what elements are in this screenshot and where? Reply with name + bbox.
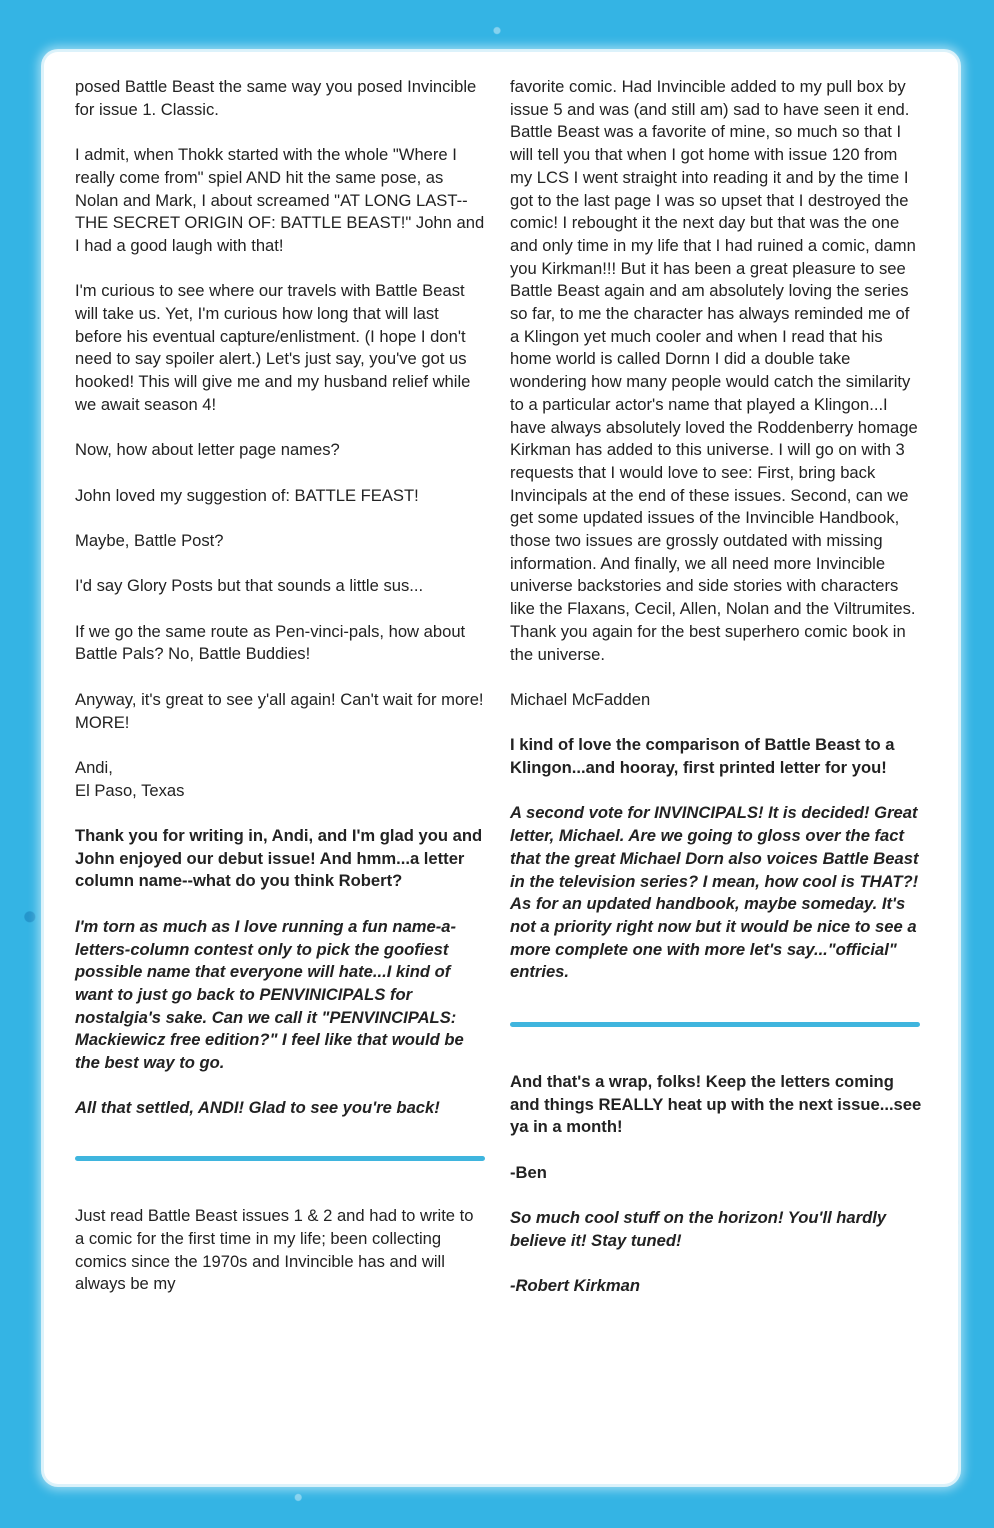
closing-ben: And that's a wrap, folks! Keep the letters coming and things REALLY heat up with the next issue...see ya in a month! [510, 1072, 922, 1137]
letter-paragraph: Now, how about letter page names? [75, 440, 340, 460]
letter-signature-name: Andi, [75, 757, 113, 777]
letter-paragraph: Anyway, it's great to see y'all again! Can't wait for more! MORE! [75, 689, 484, 732]
letter-paragraph: I admit, when Thokk started with the whole "Where I really come from" spiel AND hit the same pose, as Nolan and Mark, I about screamed "AT LONG LAST--THE SECRET ORIGIN OF: BATTLE BEAST!" John and I had a good laugh with that! [75, 145, 485, 255]
letter-paragraph: I'd say Glory Posts but that sounds a little sus... [75, 576, 424, 596]
section-divider [75, 1156, 485, 1161]
left-column [75, 76, 487, 1319]
section-divider [510, 1022, 920, 1027]
letter-paragraph: I'm curious to see where our travels with Battle Beast will take us. Yet, I'm curious how long that will last before his eventual capture/enlistment. (I hope I don't need to say spoiler alert.) Let's just say, you've got us hooked! This will give me and my husband relief while we await season 4! [75, 281, 471, 414]
editor-reply-robert: All that settled, ANDI! Glad to see you're back! [75, 1098, 440, 1118]
letter-signature-place: El Paso, Texas [75, 780, 185, 800]
editor-reply-ben: I kind of love the comparison of Battle Beast to a Klingon...and hooray, first printed letter for you! [510, 735, 895, 778]
editor-reply-ben: Thank you for writing in, Andi, and I'm glad you and John enjoyed our debut issue! And hmm...a letter column name--what do you think Robert? [75, 826, 483, 891]
letter-paragraph: Just read Battle Beast issues 1 & 2 and had to write to a comic for the first time in my life; been collecting comics since the 1970s and Invincible has and will always be my [75, 1206, 474, 1294]
right-column [510, 76, 922, 1321]
letter-paragraph: John loved my suggestion of: BATTLE FEAST! [75, 485, 419, 505]
letter-paragraph: If we go the same route as Pen-vinci-pals, how about Battle Pals? No, Battle Buddies! [75, 621, 466, 664]
editor-reply-robert: I'm torn as much as I love running a fun name-a-letters-column contest only to pick the goofiest possible name that everyone will hate...I kind of want to just go back to PENVINICIPALS for nostalgia's sake. Can we call it "PENVINCIPALS: Mackiewicz free edition?" I feel like that would be the best way to go. [75, 916, 464, 1073]
editor-reply-robert: A second vote for INVINCIPALS! It is decided! Great letter, Michael. Are we going to gloss over the fact that the great Michael Dorn also voices Battle Beast in the television series? I mean, how cool is THAT?! As for an updated handbook, maybe someday. It's not a priority right now but it would be nice to see a more complete one with more let's say..."official" entries. [510, 803, 919, 982]
closing-robert-signature: -Robert Kirkman [510, 1276, 641, 1296]
letter-paragraph: posed Battle Beast the same way you posed Invincible for issue 1. Classic. [75, 77, 477, 119]
closing-ben-signature: -Ben [510, 1162, 547, 1182]
letter-paragraph: Maybe, Battle Post? [75, 530, 224, 550]
closing-robert: So much cool stuff on the horizon! You'll hardly believe it! Stay tuned! [510, 1208, 887, 1250]
letter-signature-name: Michael McFadden [510, 689, 651, 709]
letter-paragraph: favorite comic. Had Invincible added to my pull box by issue 5 and was (and still am) sad to have seen it end. Battle Beast was a favorite of mine, so much so that I will tell you that when I got home with issue 120 from my LCS I went straight into reading it and by the time I got to the last page I was so upset that I destroyed the comic! I rebought it the next day but that was the one and only time in my life that I had ruined a comic, damn you Kirkman!!! But it has been a great pleasure to see Battle Beast again and am absolutely loving the series so far, to me the character has always reminded me of a Klingon yet much cooler and when I read that his home world is called Dornn I did a double take wondering how many people would catch the similarity to a particular actor's name that played a Klingon...I have always absolutely loved the Roddenberry homage Kirkman has added to this universe. I will go on with 3 requests that I would love to see: First, bring back Invincipals at the end of these issues. Second, can we get some updated issues of the Invincible Handbook, those two issues are grossly outdated with missing information. And finally, we all need more Invincible universe backstories and side stories with characters like the Flaxans, Cecil, Allen, Nolan and the Viltrumites. Thank you again for the best superhero comic book in the universe. [510, 77, 918, 664]
